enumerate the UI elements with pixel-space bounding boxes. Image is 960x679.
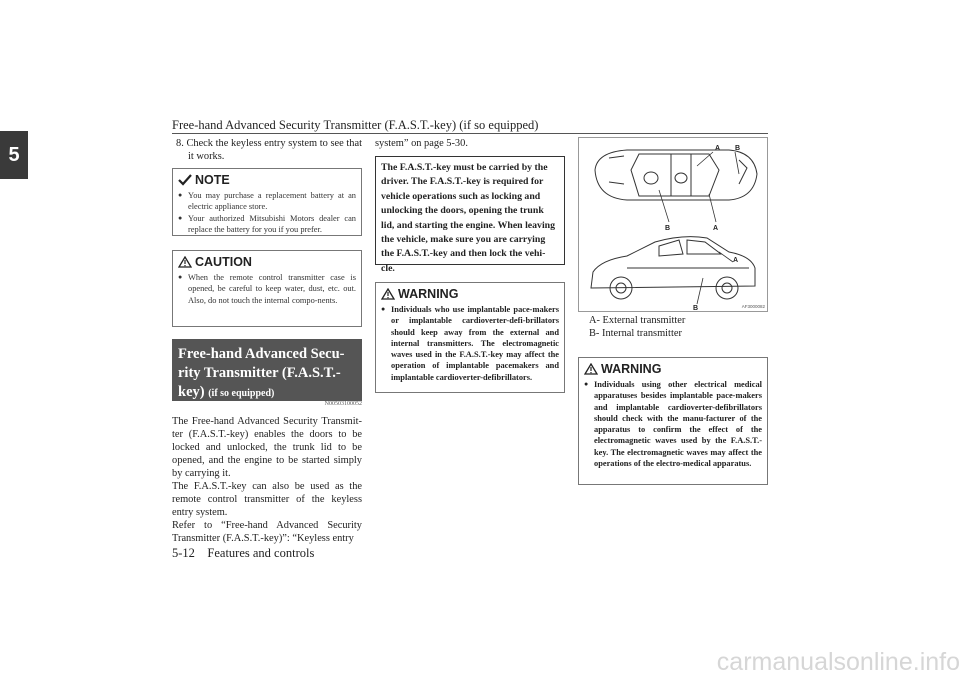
caution-item: ● When the remote control transmitter case is opened, be careful to keep water, dust, etc. out. Also, do not touch the internal compo-nents. [178,272,356,306]
section-code: N00503100052 [324,401,362,407]
chapter-tab: 5 [0,131,28,179]
figure-legend [589,314,767,340]
label-b: B [735,145,741,152]
step-8: 8. Check the keyless entry system to see that it works. [176,138,362,162]
section-body [172,415,362,545]
warning-heading: WARNING [584,362,762,376]
paragraph: The F.A.S.T.-key can also be used as the remote control transmitter of the keyless entry system. [172,481,362,518]
paragraph: Refer to “Free-hand Advanced Security Transmitter (F.A.S.T.-key)”: “Keyless entry [172,520,362,544]
legend-item: B- Internal transmitter [589,328,682,339]
note-item: ● You may purchase a replacement battery at an electric appliance store. [178,190,356,213]
header-rule [172,133,768,134]
caution-box [172,250,362,327]
fast-key-text: The F.A.S.T.-key must be carried by the driver. The F.A.S.T.-key is required for vehicle operations such as locking and unlocking the doors, opening the trunk lid, and starting the engine. When leaving the vehicle, make sure you are carrying the F.A.S.T.-key and then lock the vehi-cle. [381,162,556,274]
paragraph: The Free-hand Advanced Security Transmit-ter (F.A.S.T.-key) enables the doors to be locked and unlocked, the trunk lid to be opened, and the engine to be started simply by carrying it. [172,416,362,479]
section-title-box [172,339,362,401]
label-a: A [715,145,721,152]
car-illustration [579,138,767,311]
warning-heading: WARNING [381,287,559,301]
section-subtitle: (if so equipped) [208,388,275,399]
continuation-text: system” on page 5-30. [375,138,468,149]
note-heading: NOTE [178,173,356,187]
caution-heading: CAUTION [178,255,356,269]
label-b: B [693,305,699,311]
note-item: ● Your authorized Mitsubishi Motors dealer can replace the battery for you if you prefer. [178,213,356,236]
warning-triangle-icon [381,288,395,300]
transmitter-figure [578,137,768,312]
warning-box-1 [375,282,565,393]
legend-item: A- External transmitter [589,315,686,326]
label-a: A [713,225,719,232]
label-b: B [665,225,671,232]
note-box [172,168,362,236]
section-title: Free-hand Advanced Secu-rity Transmitter (F.A.S.T.-key) [178,346,345,400]
note-check-icon [178,174,192,186]
page-footer: 5-12 Features and controls [172,546,315,560]
fast-key-box [375,156,565,274]
caution-triangle-icon [178,256,192,268]
warning-item: ● Individuals who use implantable pace-makers or implantable cardioverter-defi-brillators should keep away from the external and internal transmitters. The electromagnetic waves used in the F.A.S.T.-key may affect the operation of implantable pacemakers and implantable cardioverter-defibrillators. [381,304,559,383]
figure-code: AF3000082 [741,304,765,309]
warning-box-2 [578,357,768,485]
warning-triangle-icon [584,363,598,375]
page-header: Free-hand Advanced Security Transmitter (F.A.S.T.-key) (if so equipped) [172,118,539,132]
label-a: A [733,257,739,264]
watermark: carmanualsonline.info [716,648,960,676]
warning-item: ● Individuals using other electrical medical apparatuses besides implantable pace-makers and implantable cardioverter-defibrillators should check with the manu-facturer of the apparatus to confirm the effect of the electromagnetic waves used by the F.A.S.T.-key. The electromagnetic waves may affect the operations of the electro-medical apparatus. [584,379,762,469]
